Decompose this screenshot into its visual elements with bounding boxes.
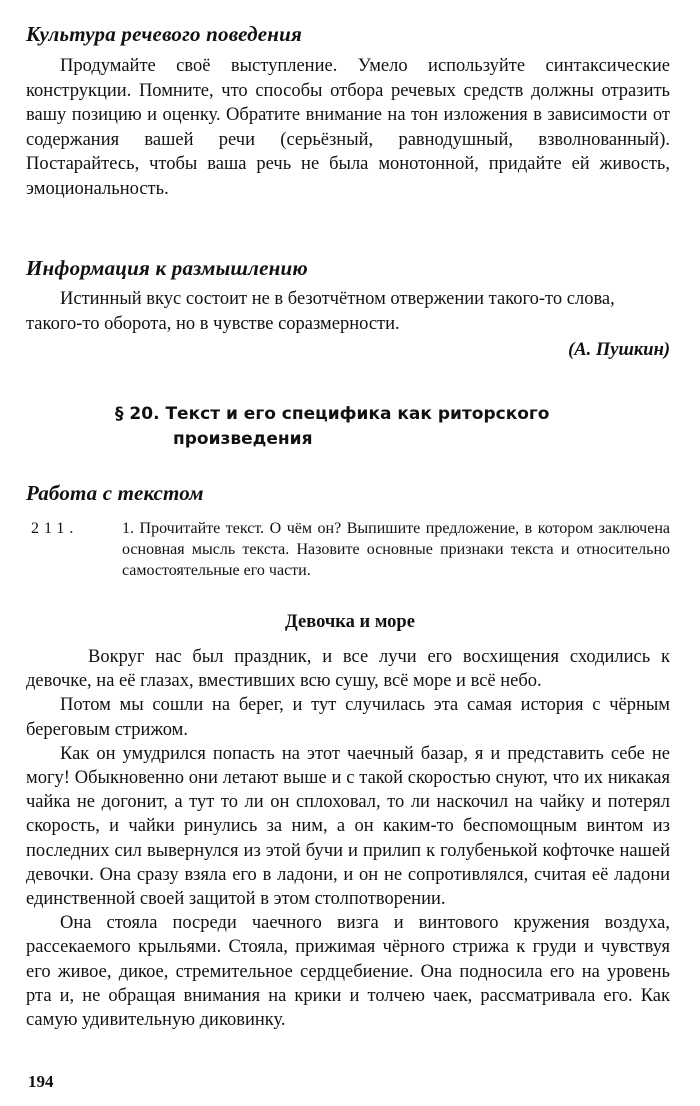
story-title: Девочка и море bbox=[285, 612, 415, 632]
reflection-heading: Информация к размышлению bbox=[26, 256, 308, 280]
reflection-quote-block bbox=[26, 287, 670, 363]
culture-paragraph bbox=[26, 54, 670, 201]
story-paragraph: Она стояла посреди чаечного визга и винтового кружения воздуха, рассекаемого крыльями. Стояла, прижимая чёрного стрижа к груди и чувствуя его живое, дикое, стремительное сердцебиение. Она подносила его на уровень рта и, не обращая внимания на крики и толчею чаек, рассматривала его. Как самую удивительную диковинку. bbox=[26, 913, 670, 1031]
story-text bbox=[26, 645, 670, 1032]
culture-heading: Культура речевого поведения bbox=[26, 22, 302, 46]
task-text: 1. Прочитайте текст. О чём он? Выпишите предложение, в котором заключена основная мысль текста. Назовите основные признаки текста и относительно самостоятельные его части. bbox=[122, 520, 670, 579]
quote-author: (А. Пушкин) bbox=[568, 340, 670, 360]
story-paragraph: Вокруг нас был праздник, и все лучи его восхищения сходились к девочке, на её глазах, вместивших всю сушу, всё море и всё небо. bbox=[26, 647, 670, 692]
story-paragraph: Как он умудрился попасть на этот чаечный базар, я и представить себе не могу! Обыкновенно они летают выше и с такой скоростью снуют, что их никакая чайка не догонит, а тут то ли он сплоховал, то ли наскочил на чайку и потерял скорость, и чайки ринулись за ним, а он каким-то беспомощным винтом из последних сил вывернулся из этой бучи и прилип к голубенькой кофточке нашей девочки. Она сразу взяла его в ладони, и он не сопротивлялся, считая её ладони единственной своей защитой в этом столпотворении. bbox=[26, 743, 670, 910]
task-211 bbox=[26, 518, 670, 581]
section-title-line2: произведения bbox=[173, 429, 313, 449]
page-number: 194 bbox=[28, 1072, 54, 1091]
reflection-quote: Истинный вкус состоит не в безотчётном отвержении такого-то слова, такого-то оборота, но в чувстве соразмерности. bbox=[26, 289, 615, 334]
section-title-line1: § 20. Текст и его специфика как риторского bbox=[115, 404, 550, 424]
culture-text: Продумайте своё выступление. Умело используйте синтаксические конструкции. Помните, что способы отбора речевых средств должны отразить вашу позицию и оценку. Обратите внимание на тон изложения в зависимости от содержания вашей речи (серьёзный, равнодушный, взволнованный). Постарайтесь, чтобы ваша речь не была монотонной, придайте ей живость, эмоциональность. bbox=[26, 56, 670, 199]
section-title bbox=[115, 402, 635, 452]
task-number: 211. bbox=[31, 520, 79, 537]
story-paragraph: Потом мы сошли на берег, и тут случилась эта самая история с чёрным береговым стрижом. bbox=[26, 695, 670, 740]
work-heading: Работа с текстом bbox=[26, 481, 204, 505]
